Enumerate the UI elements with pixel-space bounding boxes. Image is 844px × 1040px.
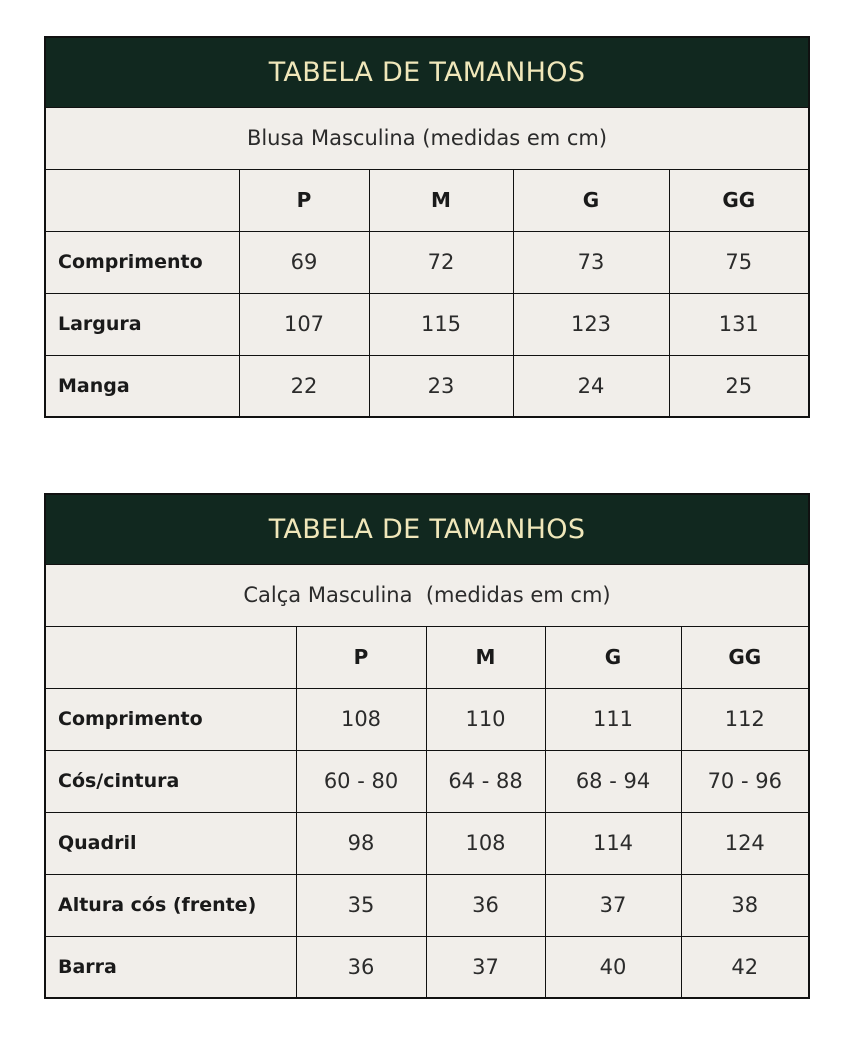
- size-header-row: [45, 626, 809, 688]
- size-header-g: G: [513, 169, 669, 231]
- row-label: Manga: [45, 355, 239, 417]
- table-row: [45, 874, 809, 936]
- table-row: [45, 750, 809, 812]
- row-label: Quadril: [45, 812, 296, 874]
- measure-cell: 108: [296, 688, 426, 750]
- measure-cell: 22: [239, 355, 369, 417]
- table-title: TABELA DE TAMANHOS: [45, 494, 809, 564]
- measure-cell: 72: [369, 231, 513, 293]
- measure-cell: 24: [513, 355, 669, 417]
- table-subtitle: Blusa Masculina (medidas em cm): [45, 107, 809, 169]
- measure-cell: 123: [513, 293, 669, 355]
- table-row: [45, 231, 809, 293]
- table-title-row: [45, 494, 809, 564]
- measure-cell: 110: [426, 688, 545, 750]
- size-header-gg: GG: [681, 626, 809, 688]
- measure-cell: 68 - 94: [545, 750, 681, 812]
- measure-cell: 38: [681, 874, 809, 936]
- row-label: Largura: [45, 293, 239, 355]
- measure-cell: 37: [545, 874, 681, 936]
- table-row: [45, 812, 809, 874]
- measure-cell: 69: [239, 231, 369, 293]
- measure-cell: 60 - 80: [296, 750, 426, 812]
- size-header-row: [45, 169, 809, 231]
- table-subtitle-row: [45, 107, 809, 169]
- measure-cell: 107: [239, 293, 369, 355]
- row-label: Barra: [45, 936, 296, 998]
- table-title-row: [45, 37, 809, 107]
- size-header-p: P: [296, 626, 426, 688]
- measure-cell: 42: [681, 936, 809, 998]
- measure-cell: 25: [669, 355, 809, 417]
- table-subtitle-row: [45, 564, 809, 626]
- table-subtitle: Calça Masculina (medidas em cm): [45, 564, 809, 626]
- measure-cell: 23: [369, 355, 513, 417]
- measure-cell: 115: [369, 293, 513, 355]
- measure-cell: 124: [681, 812, 809, 874]
- measure-cell: 36: [426, 874, 545, 936]
- size-table-blusa: [44, 36, 810, 418]
- size-header-p: P: [239, 169, 369, 231]
- empty-header-cell: [45, 169, 239, 231]
- measure-cell: 75: [669, 231, 809, 293]
- empty-header-cell: [45, 626, 296, 688]
- row-label: Altura cós (frente): [45, 874, 296, 936]
- table-title: TABELA DE TAMANHOS: [45, 37, 809, 107]
- measure-cell: 36: [296, 936, 426, 998]
- measure-cell: 111: [545, 688, 681, 750]
- measure-cell: 108: [426, 812, 545, 874]
- measure-cell: 40: [545, 936, 681, 998]
- measure-cell: 35: [296, 874, 426, 936]
- row-label: Comprimento: [45, 231, 239, 293]
- measure-cell: 64 - 88: [426, 750, 545, 812]
- row-label: Cós/cintura: [45, 750, 296, 812]
- measure-cell: 73: [513, 231, 669, 293]
- size-header-m: M: [426, 626, 545, 688]
- size-header-gg: GG: [669, 169, 809, 231]
- table-row: [45, 355, 809, 417]
- measure-cell: 112: [681, 688, 809, 750]
- size-header-m: M: [369, 169, 513, 231]
- size-header-g: G: [545, 626, 681, 688]
- table-row: [45, 293, 809, 355]
- table-row: [45, 688, 809, 750]
- measure-cell: 114: [545, 812, 681, 874]
- measure-cell: 98: [296, 812, 426, 874]
- row-label: Comprimento: [45, 688, 296, 750]
- table-row: [45, 936, 809, 998]
- measure-cell: 70 - 96: [681, 750, 809, 812]
- size-table-calca: [44, 493, 810, 999]
- measure-cell: 37: [426, 936, 545, 998]
- measure-cell: 131: [669, 293, 809, 355]
